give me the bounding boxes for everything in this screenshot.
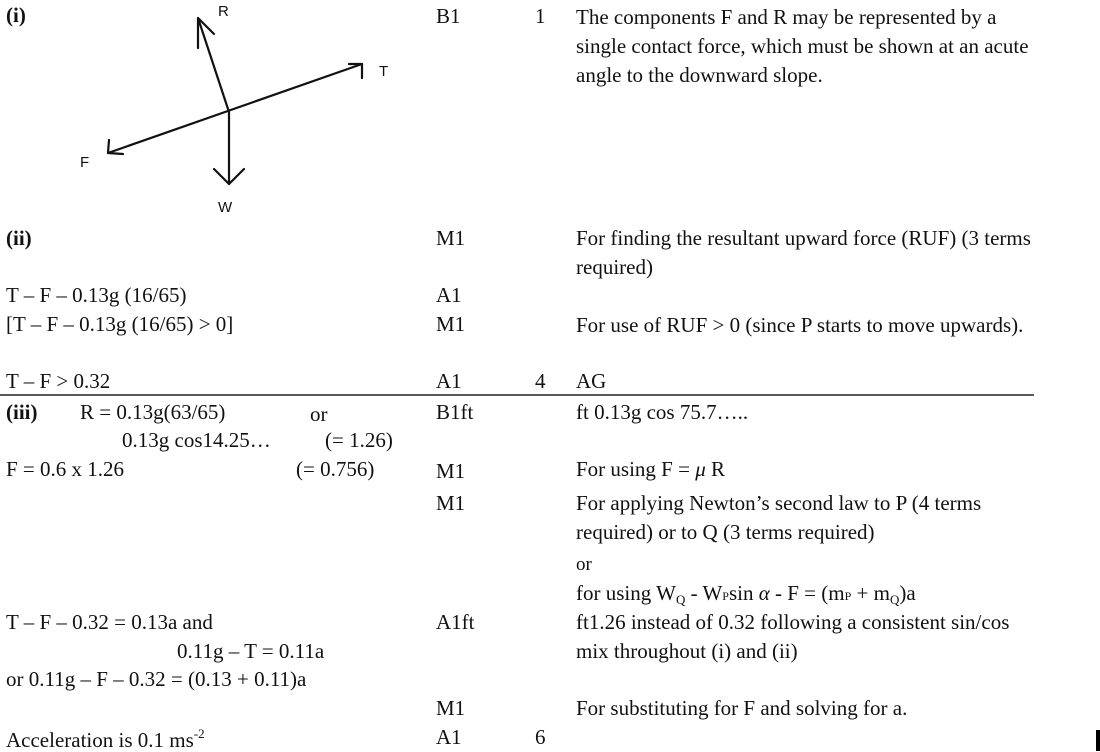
working-iii-1-value: (= 1.26) [325, 428, 393, 452]
formula-prefix: for using W [576, 581, 676, 605]
formula-sub-q2: Q [889, 592, 900, 607]
comment-ii-2: For use of RUF > 0 (since P starts to move upwards). [576, 313, 1024, 337]
mark-iii-3: M1 [436, 491, 466, 515]
comment-iii-6: ft1.26 instead of 0.32 following a consistent sin/cos mix throughout (i) and (ii) [576, 610, 1010, 663]
working-ii-1: T – F – 0.13g (16/65) [6, 283, 187, 307]
working-iii-2: F = 0.6 x 1.26 [6, 457, 125, 481]
total-iii: 6 [535, 725, 546, 749]
mark-iii-2: M1 [436, 459, 466, 483]
mark-iii-6: A1ft [436, 610, 475, 634]
force-label-w: W [218, 199, 233, 216]
working-iii-10 [6, 727, 205, 751]
force-label-r: R [218, 3, 229, 20]
total-ii: 4 [535, 369, 546, 393]
mark-i: B1 [436, 4, 461, 28]
comment-iii-3: For applying Newton’s second law to P (4 terms required) or to Q (3 terms required) [576, 491, 982, 544]
force-diagram [0, 0, 420, 230]
formula-mid3: - F = (m [769, 581, 845, 605]
section-divider [0, 394, 1034, 396]
part-ii-label: (ii) [6, 226, 32, 250]
comment-i: The components F and R may be represented by a single contact force, which must be shown at an acute angle to the downward slope. [576, 5, 1029, 87]
working-iii-2-value: (= 0.756) [296, 457, 375, 481]
slope-line [108, 64, 362, 153]
formula-mid1: - W [685, 581, 723, 605]
formula-tail: )a [899, 581, 916, 605]
working-iii-0-or: or [310, 402, 328, 426]
working-iii-6: T – F – 0.32 = 0.13a and [6, 610, 213, 634]
comment-iii-2 [576, 459, 725, 480]
acceleration-exponent: -2 [193, 726, 205, 741]
part-i-label: (i) [6, 3, 26, 27]
comment-iii-9: For substituting for F and solving for a. [576, 696, 908, 720]
formula-sub-p: P [722, 589, 729, 603]
formula-sub-p2: P [844, 589, 852, 603]
force-label-f: F [80, 154, 90, 171]
mark-ii-1: A1 [436, 283, 462, 307]
comment-iii-0: ft 0.13g cos 75.7….. [576, 400, 749, 424]
working-iii-1: 0.13g cos14.25… [122, 428, 271, 452]
comment-iii-2-tail: R [705, 457, 726, 481]
comment-iii-formula [576, 583, 916, 606]
formula-mid2: sin [728, 581, 759, 605]
total-i: 1 [535, 4, 546, 28]
mu-symbol: μ [695, 457, 706, 481]
mark-iii-9: M1 [436, 696, 466, 720]
mark-ii-0: M1 [436, 226, 466, 250]
mark-iii-0: B1ft [436, 400, 474, 424]
acceleration-text: Acceleration is 0.1 ms [6, 728, 194, 752]
working-iii-0: R = 0.13g(63/65) [80, 400, 226, 424]
comment-ii-0: For finding the resultant upward force (RUF) (3 terms required) [576, 226, 1031, 279]
alpha-symbol: α [758, 581, 770, 605]
comment-iii-or: or [576, 554, 592, 575]
working-iii-8: or 0.11g – F – 0.32 = (0.13 + 0.11)a [6, 667, 307, 691]
comment-iii-2-text: For using F = [576, 457, 696, 481]
formula-mid4: + m [851, 581, 890, 605]
force-label-t: T [379, 63, 389, 80]
edge-mark [1096, 730, 1100, 751]
formula-sub-q: Q [675, 592, 686, 607]
mark-ii-3: A1 [436, 369, 462, 393]
working-ii-3: T – F > 0.32 [6, 369, 111, 393]
mark-ii-2: M1 [436, 312, 466, 336]
mark-iii-10: A1 [436, 725, 462, 749]
comment-ii-3: AG [576, 369, 607, 393]
working-iii-7: 0.11g – T = 0.11a [177, 639, 325, 663]
working-ii-2: [T – F – 0.13g (16/65) > 0] [6, 312, 234, 336]
part-iii-label: (iii) [6, 400, 38, 424]
